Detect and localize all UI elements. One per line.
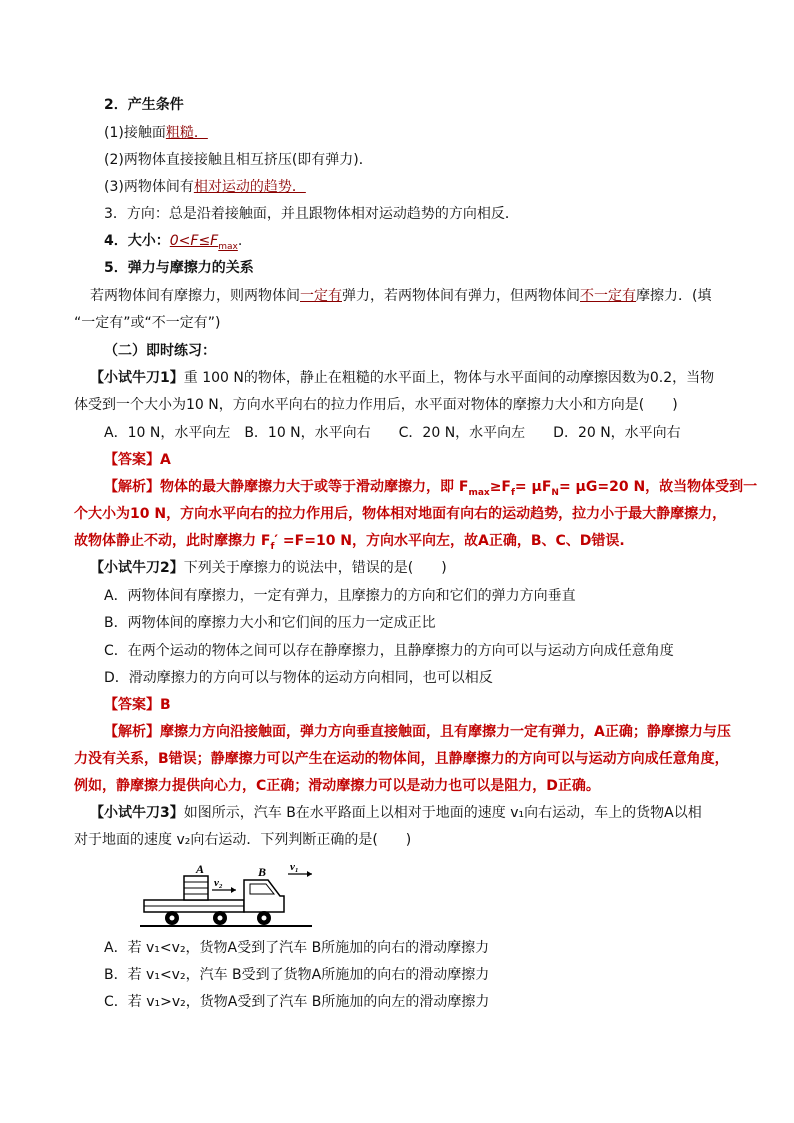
q1-explain-sub2: f xyxy=(511,487,515,498)
condition-2: (2)两物体直接接触且相互挤压(即有弹力)． xyxy=(104,152,373,168)
magnitude-sub: max xyxy=(218,241,238,252)
q1-explain-sub3: N xyxy=(551,487,559,498)
q1-tag: 【小试牛刀1】 xyxy=(90,370,184,386)
q1-answer: 【答案】A xyxy=(104,452,171,468)
rear-hub xyxy=(170,916,175,921)
q1-explain-line3 xyxy=(74,531,625,557)
truck-figure xyxy=(140,862,320,932)
relation-paragraph-line1 xyxy=(90,286,711,306)
relation-text-c: 摩擦力．(填 xyxy=(636,288,712,304)
q2-explain-line3: 例如，静摩擦力提供向心力，C正确；滑动摩擦力可以是动力也可以是阻力，D正确。 xyxy=(74,778,600,794)
q2-option-c: C．在两个运动的物体之间可以存在静摩擦力，且静摩擦力的方向可以与运动方向成任意角度 xyxy=(104,643,674,659)
q2-option-a: A．两物体间有摩擦力，一定有弹力，且摩擦力的方向和它们的弹力方向垂直 xyxy=(104,588,576,604)
section-heading-relation: 5．弹力与摩擦力的关系 xyxy=(104,260,254,276)
q1-explain-c: = μF xyxy=(514,479,552,495)
q2-option-b: B．两物体间的摩擦力大小和它们间的压力一定成正比 xyxy=(104,615,436,631)
relation-answer-1: 一定有 xyxy=(300,288,342,304)
q1-explain-e3b: ′ =F=10 N，方向水平向左，故A正确，B、C、D错误. xyxy=(274,533,625,549)
section-magnitude xyxy=(104,231,242,257)
condition-1 xyxy=(104,123,208,143)
q1-options: A．10 N，水平向左 B．10 N，水平向右 C．20 N，水平向左 D．20 N，水平向右 xyxy=(104,425,681,441)
relation-text-a: 若两物体间有摩擦力，则两物体间 xyxy=(90,288,300,304)
condition-3-text: (3)两物体间有 xyxy=(104,179,194,195)
label-v1: v₁ xyxy=(290,862,299,873)
v2-arrowhead xyxy=(231,887,236,893)
condition-1-text: (1)接触面 xyxy=(104,125,166,141)
condition-1-answer: 粗糙． xyxy=(165,125,208,141)
magnitude-answer: 0<F≤F xyxy=(169,233,219,249)
q2-stem xyxy=(90,558,447,578)
q3-line1 xyxy=(90,803,702,823)
q2-option-d: D．滑动摩擦力的方向可以与物体的运动方向相同，也可以相反 xyxy=(104,670,493,686)
front-hub xyxy=(262,916,267,921)
q3-option-b: B．若 v₁<v₂，汽车 B受到了货物A所施加的向右的滑动摩擦力 xyxy=(104,967,490,983)
label-A: A xyxy=(196,862,205,876)
condition-3-answer: 相对运动的趋势． xyxy=(193,179,306,195)
q3-line2: 对于地面的速度 v₂向右运动．下列判断正确的是( ) xyxy=(74,832,412,848)
relation-answer-2: 不一定有 xyxy=(580,288,636,304)
section-direction: 3．方向：总是沿着接触面，并且跟物体相对运动趋势的方向相反． xyxy=(104,206,519,222)
q3-tag: 【小试牛刀3】 xyxy=(90,805,184,821)
q1-explain-b: ≥F xyxy=(489,479,511,495)
q1-explain-line2: 个大小为10 N，方向水平向右的拉力作用后，物体相对地面有向右的运动趋势，拉力小于最大静摩擦力， xyxy=(74,506,727,522)
q1-line1 xyxy=(90,368,714,388)
q2-explain-line1: 【解析】摩擦力方向沿接触面，弹力方向垂直接触面，且有摩擦力一定有弹力，A正确；静摩擦力与压 xyxy=(104,724,731,740)
q1-explain-e3a: 故物体静止不动，此时摩擦力 F xyxy=(74,533,271,549)
magnitude-label: 4．大小： xyxy=(104,233,170,249)
q3-option-a: A．若 v₁<v₂，货物A受到了汽车 B所施加的向右的滑动摩擦力 xyxy=(104,940,490,956)
q3-text: 如图所示，汽车 B在水平路面上以相对于地面的速度 v₁向右运动，车上的货物A以相 xyxy=(183,805,702,821)
q1-explain-d: = μG=20 N，故当物体受到一 xyxy=(558,479,758,495)
q1-explain-sub1: max xyxy=(468,487,490,498)
q2-text: 下列关于摩擦力的说法中，错误的是( ) xyxy=(183,560,447,576)
q1-explain-line1 xyxy=(104,477,757,503)
q1-explain-e3sub: f xyxy=(270,541,275,552)
label-B: B xyxy=(258,865,267,879)
q2-answer: 【答案】B xyxy=(104,697,171,713)
v1-arrowhead xyxy=(307,871,312,877)
q1-line2: 体受到一个大小为10 N，方向水平向右的拉力作用后，水平面对物体的摩擦力大小和方向是( ) xyxy=(74,397,678,413)
practice-heading: （二）即时练习： xyxy=(104,343,216,359)
condition-3 xyxy=(104,177,306,197)
q3-option-c: C．若 v₁>v₂，货物A受到了汽车 B所施加的向左的滑动摩擦力 xyxy=(104,994,490,1010)
middle-hub xyxy=(218,916,223,921)
section-heading-conditions: 2．产生条件 xyxy=(104,97,184,113)
q1-explain-a: 【解析】物体的最大静摩擦力大于或等于滑动摩擦力，即 F xyxy=(104,479,469,495)
q2-explain-line2: 力没有关系，B错误；静摩擦力可以产生在运动的物体间，且静摩擦力的方向可以与运动方向成任意角度， xyxy=(74,751,729,767)
q2-tag: 【小试牛刀2】 xyxy=(90,560,184,576)
q1-text: 重 100 N的物体，静止在粗糙的水平面上，物体与水平面间的动摩擦因数为0.2，当物 xyxy=(183,370,715,386)
relation-paragraph-line2: “一定有”或“不一定有”) xyxy=(74,315,221,331)
magnitude-end: . xyxy=(237,233,243,249)
relation-text-b: 弹力，若两物体间有弹力，但两物体间 xyxy=(342,288,580,304)
label-v2: v₂ xyxy=(214,877,223,889)
